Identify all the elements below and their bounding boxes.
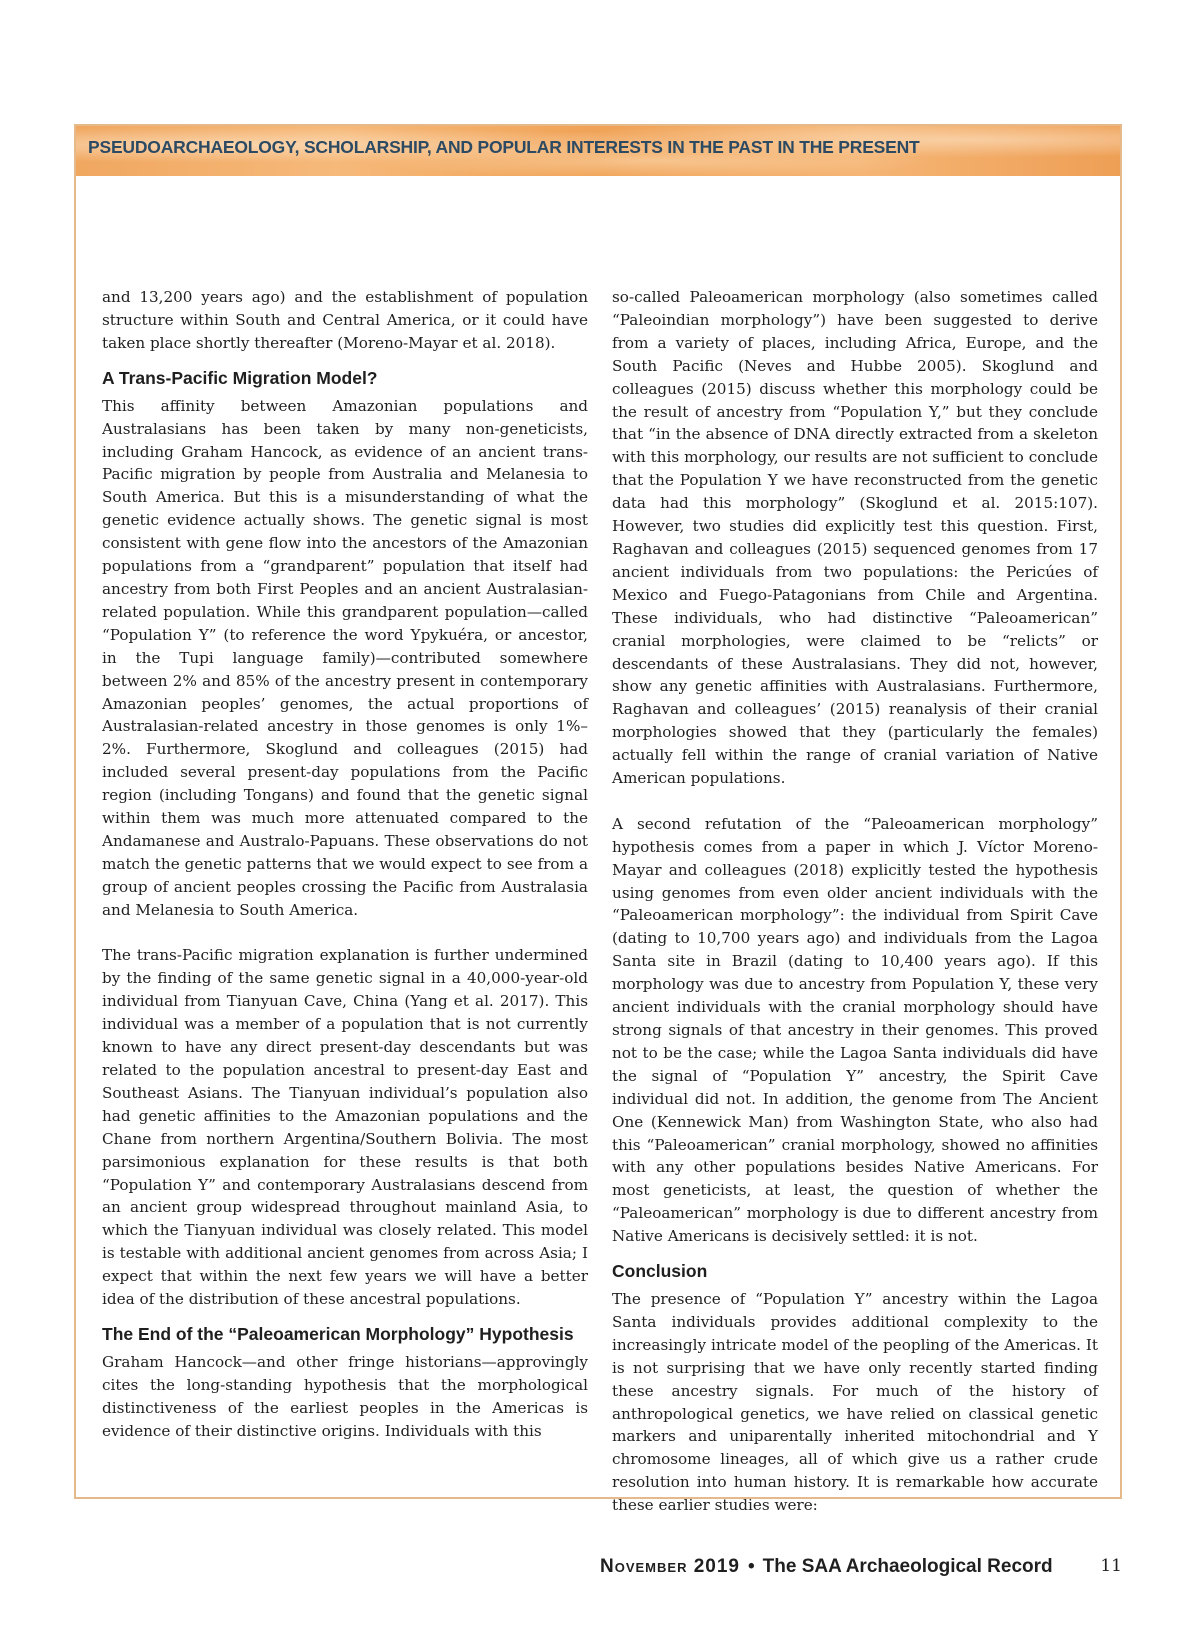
footer-bullet: • [748,1556,755,1577]
paragraph-socalled: so-called Paleoamerican morphology (also sometimes called “Paleoindian morphology”) have been suggested to derive from a variety of places, including Africa, Europe, and the South Pacific (Neves and Hubbe 2005). Skoglund and colleagues (2015) discuss whether this morphology could be the result of ancestry from “Population Y,” but they conclude that “in the absence of DNA directly extracted from a skeleton with this morphology, our results are not sufficient to conclude that the Population Y we have reconstructed from the genetic data had this morphology” (Skoglund et al. 2015:107). However, two studies did explicitly test this question. First, Raghavan and colleagues (2015) sequenced genomes from 17 ancient individuals from two populations: the Pericúes of Mexico and Fuego-Patagonians from Chile and Argentina. These individuals, who had distinctive “Paleoamerican” cranial morphologies, were claimed to be “relicts” or descendants of these Australasians. They did not, however, show any genetic affinities with Australasians. Furthermore, Raghavan and colleagues’ (2015) reanalysis of their cranial morphologies showed that they (particularly the females) actually fell within the range of cranial variation of Native American populations. [612,288,1098,788]
left-column [102,286,588,1443]
paragraph-hancock: Graham Hancock—and other fringe historians—approvingly cites the long-standing hypothesis that the morphological distinctiveness of the earliest peoples in the Americas is evidence of their distinctive origins. Individuals with this [102,1352,588,1440]
paragraph-intro: and 13,200 years ago) and the establishment of population structure within South and Central America, or it could have taken place shortly thereafter (Moreno-Mayar et al. 2018). [102,288,588,352]
heading-conclusion: Conclusion [612,1261,708,1282]
heading-transpacific: A Trans-Pacific Migration Model? [102,367,378,388]
section-banner-title: PSEUDOARCHAEOLOGY, SCHOLARSHIP, AND POPULAR INTERESTS IN THE PAST IN THE PRESENT [88,137,920,157]
paragraph-affinity: This affinity between Amazonian populations and Australasians has been taken by many non-geneticists, including Graham Hancock, as evidence of an ancient trans-Pacific migration by people from Australia and Melanesia to South America. But this is a misunderstanding of what the genetic evidence actually shows. The genetic signal is most consistent with gene flow into the ancestors of the Amazonian populations from a “grandparent” population that itself had ancestry from both First Peoples and an ancient Australasian-related population. While this grandparent population—called “Population Y” (to reference the word Ypykuéra, or ancestor, in the Tupi language family)—contributed somewhere between 2% and 85% of the ancestry present in contemporary Amazonian peoples’ genomes, the actual proportions of Australasian-related ancestry in those genomes is only 1%–2%. Furthermore, Skoglund and colleagues (2015) had included several present-day populations from the Pacific region (including Tongans) and found that the genetic signal within them was much more attenuated compared to the Andamanese and Australo-Papuans. These observations do not match the genetic patterns that we would expect to see from a group of ancient peoples crossing the Pacific from Australasia and Melanesia to South America. [102,396,588,919]
paragraph-conclusion: The presence of “Population Y” ancestry within the Lagoa Santa individuals provides additional complexity to the increasingly intricate model of the peopling of the Americas. It is not surprising that we have only recently started finding these ancestry signals. For much of the history of anthropological genetics, we have relied on classical genetic markers and uniparentally inherited mitochondrial and Y chromosome lineages, all of which give us a rather crude resolution into human history. It is remarkable how accurate these earlier studies were: [612,1290,1098,1515]
heading-paleoamerican: The End of the “Paleoamerican Morphology” Hypothesis [102,1323,574,1344]
footer-month: November 2019 [600,1556,740,1577]
paragraph-second-refutation: A second refutation of the “Paleoamerican morphology” hypothesis comes from a paper in which J. Víctor Moreno-Mayar and colleagues (2018) explicitly tested the hypothesis using genomes from even older ancient individuals with the “Paleoamerican morphology”: the individual from Spirit Cave (dating to 10,700 years ago) and individuals from the Lagoa Santa site in Brazil (dating to 10,400 years ago). If this morphology was due to ancestry from Population Y, these very ancient individuals with the cranial morphology should have strong signals of that ancestry in their genomes. This proved not to be the case; while the Lagoa Santa individuals did have the signal of “Population Y” ancestry, the Spirit Cave individual did not. In addition, the genome from The Ancient One (Kennewick Man) from Washington State, who also had this “Paleoamerican” cranial morphology, showed no affinities with any other populations besides Native Americans. For most geneticists, at least, the question of whether the “Paleoamerican” morphology is due to different ancestry from Native Americans is decisively settled: it is not. [612,814,1098,1246]
page-footer [600,1556,1122,1578]
footer-journal: The SAA Archaeological Record [762,1556,1053,1577]
page-number: 11 [1100,1556,1122,1576]
right-column [612,286,1098,1517]
paragraph-undermined: The trans-Pacific migration explanation is further undermined by the finding of the same genetic signal in a 40,000-year-old individual from Tianyuan Cave, China (Yang et al. 2017). This individual was a member of a population that is not currently known to have any direct present-day descendants but was related to the population ancestral to present-day East and Southeast Asians. The Tianyuan individual’s population also had genetic affinities to the Amazonian populations and the Chane from northern Argentina/Southern Bolivia. The most parsimonious explanation for these results is that both “Population Y” and contemporary Australasians descend from an ancient group widespread throughout mainland Asia, to which the Tianyuan individual was closely related. This model is testable with additional ancient genomes from across Asia; I expect that within the next few years we will have a better idea of the distribution of these ancestral populations. [102,946,588,1309]
